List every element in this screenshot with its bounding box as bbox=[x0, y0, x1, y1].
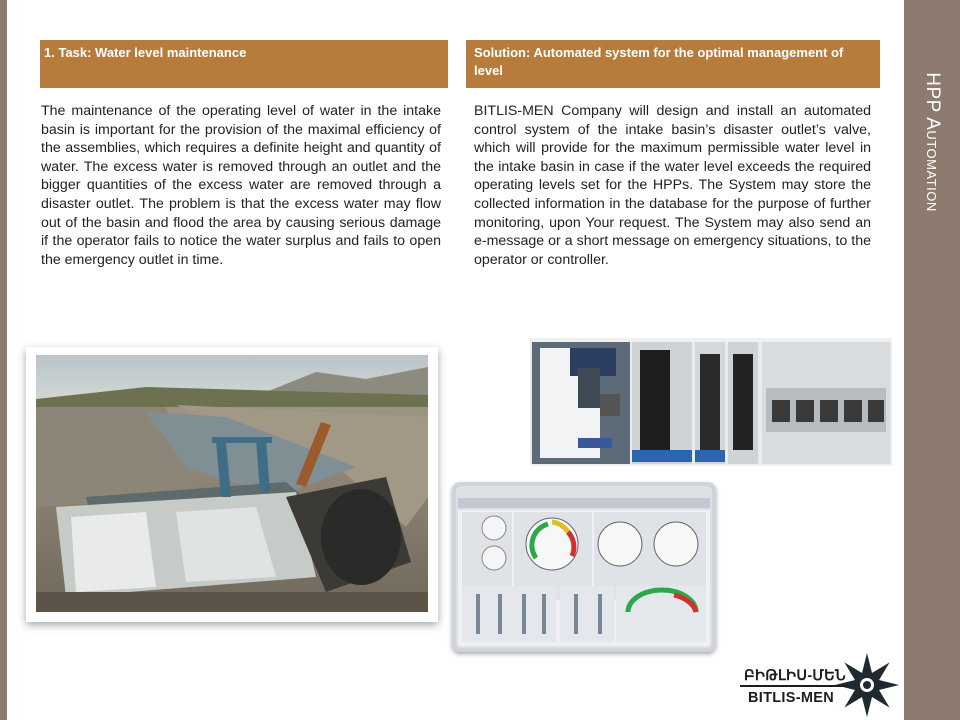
scada-software-screenshot bbox=[452, 482, 716, 652]
logo-divider bbox=[740, 685, 848, 687]
logo-text-armenian: ԲԻԹԼԻՍ-ՄԵՆ bbox=[744, 668, 846, 684]
intake-basin-photo bbox=[26, 347, 438, 622]
solution-description: BITLIS-MEN Company will design and install an automated control system of the intake basin’s disaster outlet’s valve, which will provide for the maximum permissible water level in the intake basin in case if the water level exceeds the required operating levels set for the HPPs. The System may store the collected information in the database for the purpose of further monitoring, upon Your request. The System may also send an e-message or a short message on emergency situations, to the operator or controller. bbox=[474, 103, 871, 268]
side-title-text: HPP Automation bbox=[922, 72, 943, 212]
controller-hardware-image bbox=[530, 338, 892, 466]
solution-header: Solution: Automated system for the optimal management of level bbox=[466, 40, 880, 88]
left-accent-bar bbox=[0, 0, 7, 720]
task-header: 1. Task: Water level maintenance bbox=[40, 40, 448, 88]
task-description: The maintenance of the operating level of water in the intake basin is important for the provision of the maximal efficiency of the assemblies, which requires a definite height and quantity of water. The excess water is removed through an outlet and the bigger quantities of the excess water are removed through a disaster outlet. The problem is that the excess water may flow out of the basin and flood the area by causing serious damage if the operator fails to notice the water surplus and fails to open the emergency outlet in time. bbox=[41, 103, 441, 268]
side-title bbox=[904, 0, 960, 720]
logo-text-latin: BITLIS-MEN bbox=[748, 690, 834, 706]
